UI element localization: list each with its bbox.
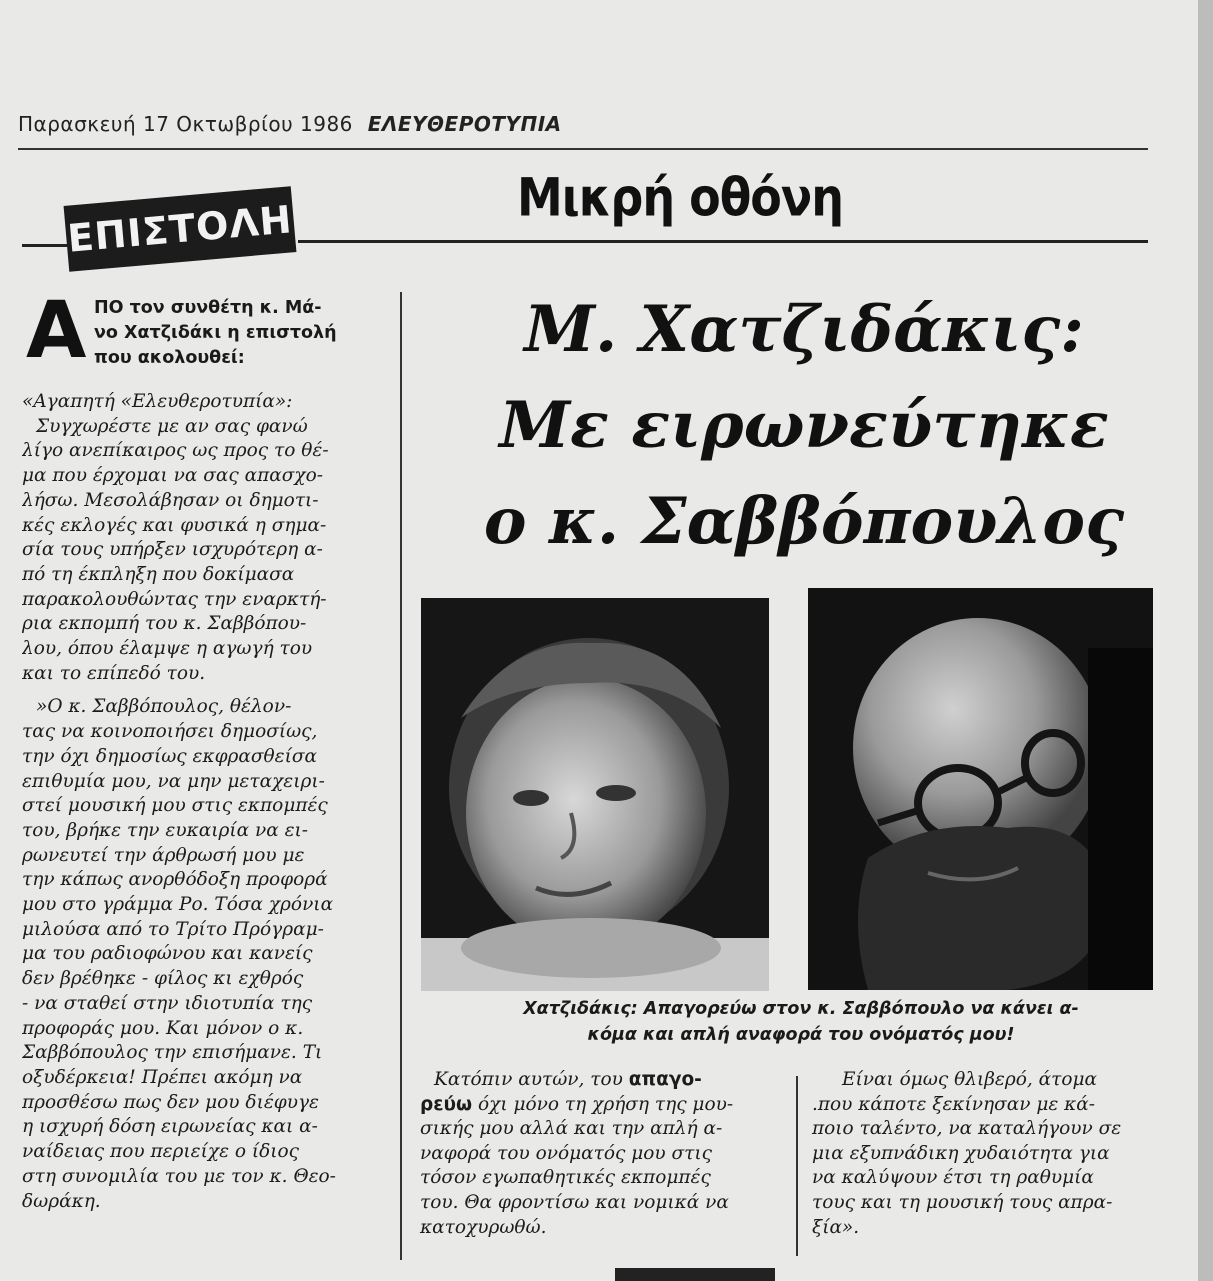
drop-cap: Α — [26, 286, 87, 376]
body-text: όχι μόνο τη χρήση της μου- — [472, 1093, 734, 1115]
body-column-3 — [812, 1068, 1162, 1240]
letter-line: προσθέσω πως δεν μου διέφυγε — [22, 1091, 319, 1113]
headline-line: Με ειρωνεύτηκε — [499, 388, 1109, 463]
letter-line: «Αγαπητή «Ελευθεροτυπία»: — [22, 391, 293, 412]
letter-line: ναίδειας που περιείχε ο ίδιος — [22, 1141, 300, 1163]
body-text: του. Θα φροντίσω και νομικά να — [420, 1191, 729, 1213]
letter-line: »Ο κ. Σαββόπουλος, θέλον- — [36, 696, 292, 718]
body-line: ποιο ταλέντο, να καταλήγουν σε — [812, 1118, 1122, 1140]
letter-line: σία τους υπήρξεν ισχυρότερη α- — [22, 539, 323, 561]
letter-line: Συγχωρέστε με αν σας φανώ — [36, 415, 308, 437]
intro-text — [94, 296, 394, 371]
letter-line: λίγο ανεπίκαιρος ως προς το θέ- — [22, 440, 329, 462]
letter-line: οξυδέρκεια! Πρέπει ακόμη να — [22, 1066, 303, 1088]
letter-line: στεί μουσική μου στις εκπομπές — [22, 795, 328, 817]
letter-line: κές εκλογές και φυσικά η σημα- — [22, 514, 327, 536]
intro-line: ΠΟ τον συνθέτη κ. Μά- — [94, 298, 322, 318]
emphasis-text: απαγο- — [628, 1069, 702, 1090]
letter-line: λήσω. Μεσολάβησαν οι δημοτι- — [22, 489, 319, 511]
letter-line: προφοράς μου. Και μόνον ο κ. — [22, 1017, 304, 1039]
letter-text — [22, 390, 394, 1214]
body-line — [420, 1166, 780, 1191]
body-text: ναφορά του ονόματός μου στις — [420, 1142, 712, 1164]
letter-tag: ΕΠΙΣΤΟΛΗ — [64, 186, 297, 272]
body-text: τόσον εγωπαθητικές εκπομπές — [420, 1167, 711, 1189]
photo-hatzidakis — [421, 598, 769, 991]
letter-line: του, βρήκε την ευκαιρία να ει- — [22, 819, 309, 841]
body-line: μια εξυπνάδικη χυδαιότητα για — [812, 1142, 1110, 1164]
letter-line: επιθυμία μου, να μην μεταχειρι- — [22, 770, 325, 792]
body-line: να καλύψουν έτσι τη ραθυμία — [812, 1167, 1094, 1189]
caption-line: κόμα και απλή αναφορά του ονόματός μου! — [587, 1025, 1015, 1045]
body-line — [420, 1068, 780, 1093]
bottom-bar — [615, 1268, 775, 1281]
dateline-date: Παρασκευή 17 Οκτωβρίου 1986 — [18, 112, 353, 136]
body-line: Είναι όμως θλιβερό, άτομα — [842, 1069, 1098, 1090]
letter-line: πό τη έκπληξη που δοκίμασα — [22, 563, 295, 585]
intro-line: νο Χατζιδάκι η επιστολή — [94, 323, 337, 343]
letter-line: παρακολουθώντας την εναρκτή- — [22, 588, 327, 610]
letter-line: - να σταθεί στην ιδιοτυπία της — [22, 992, 313, 1014]
body-line — [420, 1191, 780, 1216]
headline-line: Μ. Χατζιδάκις: — [524, 292, 1084, 367]
body-text: κατοχυρωθώ. — [420, 1216, 547, 1238]
letter-line: μιλούσα από το Τρίτο Πρόγραμ- — [22, 918, 324, 940]
intro-line: που ακολουθεί: — [94, 348, 245, 368]
body-line: ξία». — [812, 1216, 860, 1238]
letter-line: τας να κοινοποιήσει δημοσίως, — [22, 721, 318, 743]
section-rule-right — [298, 240, 1148, 243]
body-line — [420, 1142, 780, 1167]
publication-name: ΕΛΕΥΘΕΡΟΤΥΠΙΑ — [367, 112, 562, 136]
caption-line: Χατζιδάκις: Απαγορεύω στον κ. Σαββόπουλο να κάνει α- — [523, 999, 1079, 1019]
letter-line: ρωνευτεί την άρθρωσή μου με — [22, 844, 305, 866]
photo-caption — [416, 996, 1186, 1048]
letter-line: την όχι δημοσίως εκφρασθείσα — [22, 745, 317, 767]
section-rule-left — [22, 244, 68, 247]
letter-line: η ισχυρή δόση ειρωνείας και α- — [22, 1116, 318, 1138]
column-divider-2 — [796, 1076, 798, 1256]
section-title: Μικρή οθόνη — [517, 165, 843, 229]
letter-line: μου στο γράμμα Ρο. Τόσα χρόνια — [22, 894, 334, 916]
body-line: .που κάποτε ξεκίνησαν με κά- — [812, 1093, 1096, 1115]
body-line — [420, 1117, 780, 1142]
page-edge — [1198, 0, 1213, 1281]
body-text: Κατόπιν αυτών, του — [434, 1069, 629, 1090]
letter-line: Σαββόπουλος την επισήμανε. Τι — [22, 1042, 323, 1064]
letter-line: μα του ραδιοφώνου και κανείς — [22, 943, 313, 965]
letter-line: δεν βρέθηκε - φίλος κι εχθρός — [22, 968, 304, 990]
letter-line: στη συνομιλία του με τον κ. Θεο- — [22, 1165, 336, 1187]
body-line — [420, 1216, 780, 1241]
top-rule — [18, 148, 1148, 150]
letter-line: ρια εκπομπή του κ. Σαββόπου- — [22, 613, 307, 635]
headline — [414, 282, 1194, 570]
body-column-2 — [420, 1068, 780, 1240]
letter-line: δωράκη. — [22, 1190, 101, 1212]
body-line — [420, 1093, 780, 1118]
dateline — [18, 112, 718, 136]
letter-line: λου, όπου έλαμψε η αγωγή του — [22, 638, 313, 660]
photo-savvopoulos — [808, 588, 1153, 990]
headline-line: ο κ. Σαββόπουλος — [483, 484, 1125, 559]
emphasis-text: ρεύω — [420, 1093, 473, 1115]
letter-line: την κάπως ανορθόδοξη προφορά — [22, 869, 328, 891]
body-text: σικής μου αλλά και την απλή α- — [420, 1118, 723, 1140]
letter-line: μα που έρχομαι να σας απασχο- — [22, 465, 323, 487]
body-line: τους και τη μουσική τους απρα- — [812, 1191, 1113, 1213]
letter-line: και το επίπεδό του. — [22, 662, 206, 684]
paragraph-gap — [22, 686, 394, 695]
column-divider — [400, 292, 402, 1260]
